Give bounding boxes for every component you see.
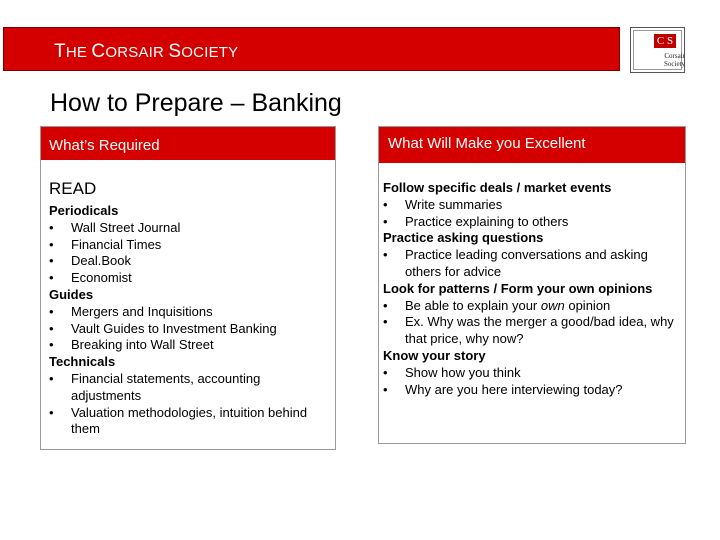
list-item: • Financial Times: [49, 236, 162, 252]
list-item: • Why are you here interviewing today?: [383, 381, 623, 397]
title-banner: [3, 27, 620, 71]
bullet-icon: •: [383, 314, 388, 330]
bullet-icon: •: [49, 253, 54, 269]
read-heading: READ: [49, 179, 97, 198]
section-title-technicals: Technicals: [49, 354, 116, 370]
corsair-society-logo: [630, 27, 685, 73]
list-item: • Show how you think: [383, 364, 521, 380]
required-body: [49, 179, 331, 438]
required-column: [40, 126, 336, 450]
bullet-icon: •: [49, 337, 54, 353]
logo-mark: C S: [654, 34, 676, 48]
bullet-icon: •: [49, 236, 54, 252]
bullet-icon: •: [49, 303, 54, 319]
list-item: • Deal.Book: [49, 253, 131, 269]
excellent-header: [379, 127, 685, 163]
bullet-icon: •: [383, 364, 388, 380]
bullet-icon: •: [49, 270, 54, 286]
excellent-column: [378, 126, 686, 444]
banner-title: THE CORSAIR SOCIETY: [54, 41, 239, 62]
list-item: • Vault Guides to Investment Banking: [49, 320, 277, 336]
logo-frame: [633, 30, 685, 70]
excellent-body: [383, 180, 683, 398]
section-title-story: Know your story: [383, 347, 486, 363]
section-title-patterns: Look for patterns / Form your own opinions: [383, 280, 653, 296]
list-item: • Economist: [49, 270, 132, 286]
list-item: • Mergers and Inquisitions: [49, 303, 213, 319]
list-item: • Valuation methodologies, intuition behind them: [49, 404, 308, 437]
list-item: • Breaking into Wall Street: [49, 337, 214, 353]
section-title-guides: Guides: [49, 286, 94, 302]
list-item: • Write summaries: [383, 196, 503, 212]
bullet-icon: •: [49, 320, 54, 336]
bullet-icon: •: [383, 297, 388, 313]
list-item: • Practice leading conversations and asking others for advice: [383, 247, 648, 279]
bullet-icon: •: [383, 247, 388, 263]
list-item: • Wall Street Journal: [49, 219, 181, 235]
excellent-header-label: What Will Make you Excellent: [388, 135, 586, 152]
section-title-questions: Practice asking questions: [383, 230, 544, 246]
bullet-icon: •: [49, 370, 54, 386]
list-item: • Practice explaining to others: [383, 213, 569, 229]
logo-text: Corsair Society: [664, 52, 685, 68]
list-item: • Ex. Why was the merger a good/bad idea, why that price, why now?: [383, 314, 674, 347]
required-header-label: What’s Required: [49, 137, 160, 154]
bullet-icon: •: [383, 196, 388, 212]
section-title-periodicals: Periodicals: [49, 203, 119, 218]
list-item: • Be able to explain your own opinion: [383, 297, 611, 313]
section-title-deals: Follow specific deals / market events: [383, 180, 612, 195]
bullet-icon: •: [383, 213, 388, 229]
bullet-icon: •: [49, 219, 54, 235]
bullet-icon: •: [383, 381, 388, 397]
page-title: How to Prepare – Banking: [50, 89, 342, 117]
list-item: • Financial statements, accounting adjustments: [49, 370, 261, 403]
bullet-icon: •: [49, 404, 54, 420]
required-header: [41, 127, 335, 160]
